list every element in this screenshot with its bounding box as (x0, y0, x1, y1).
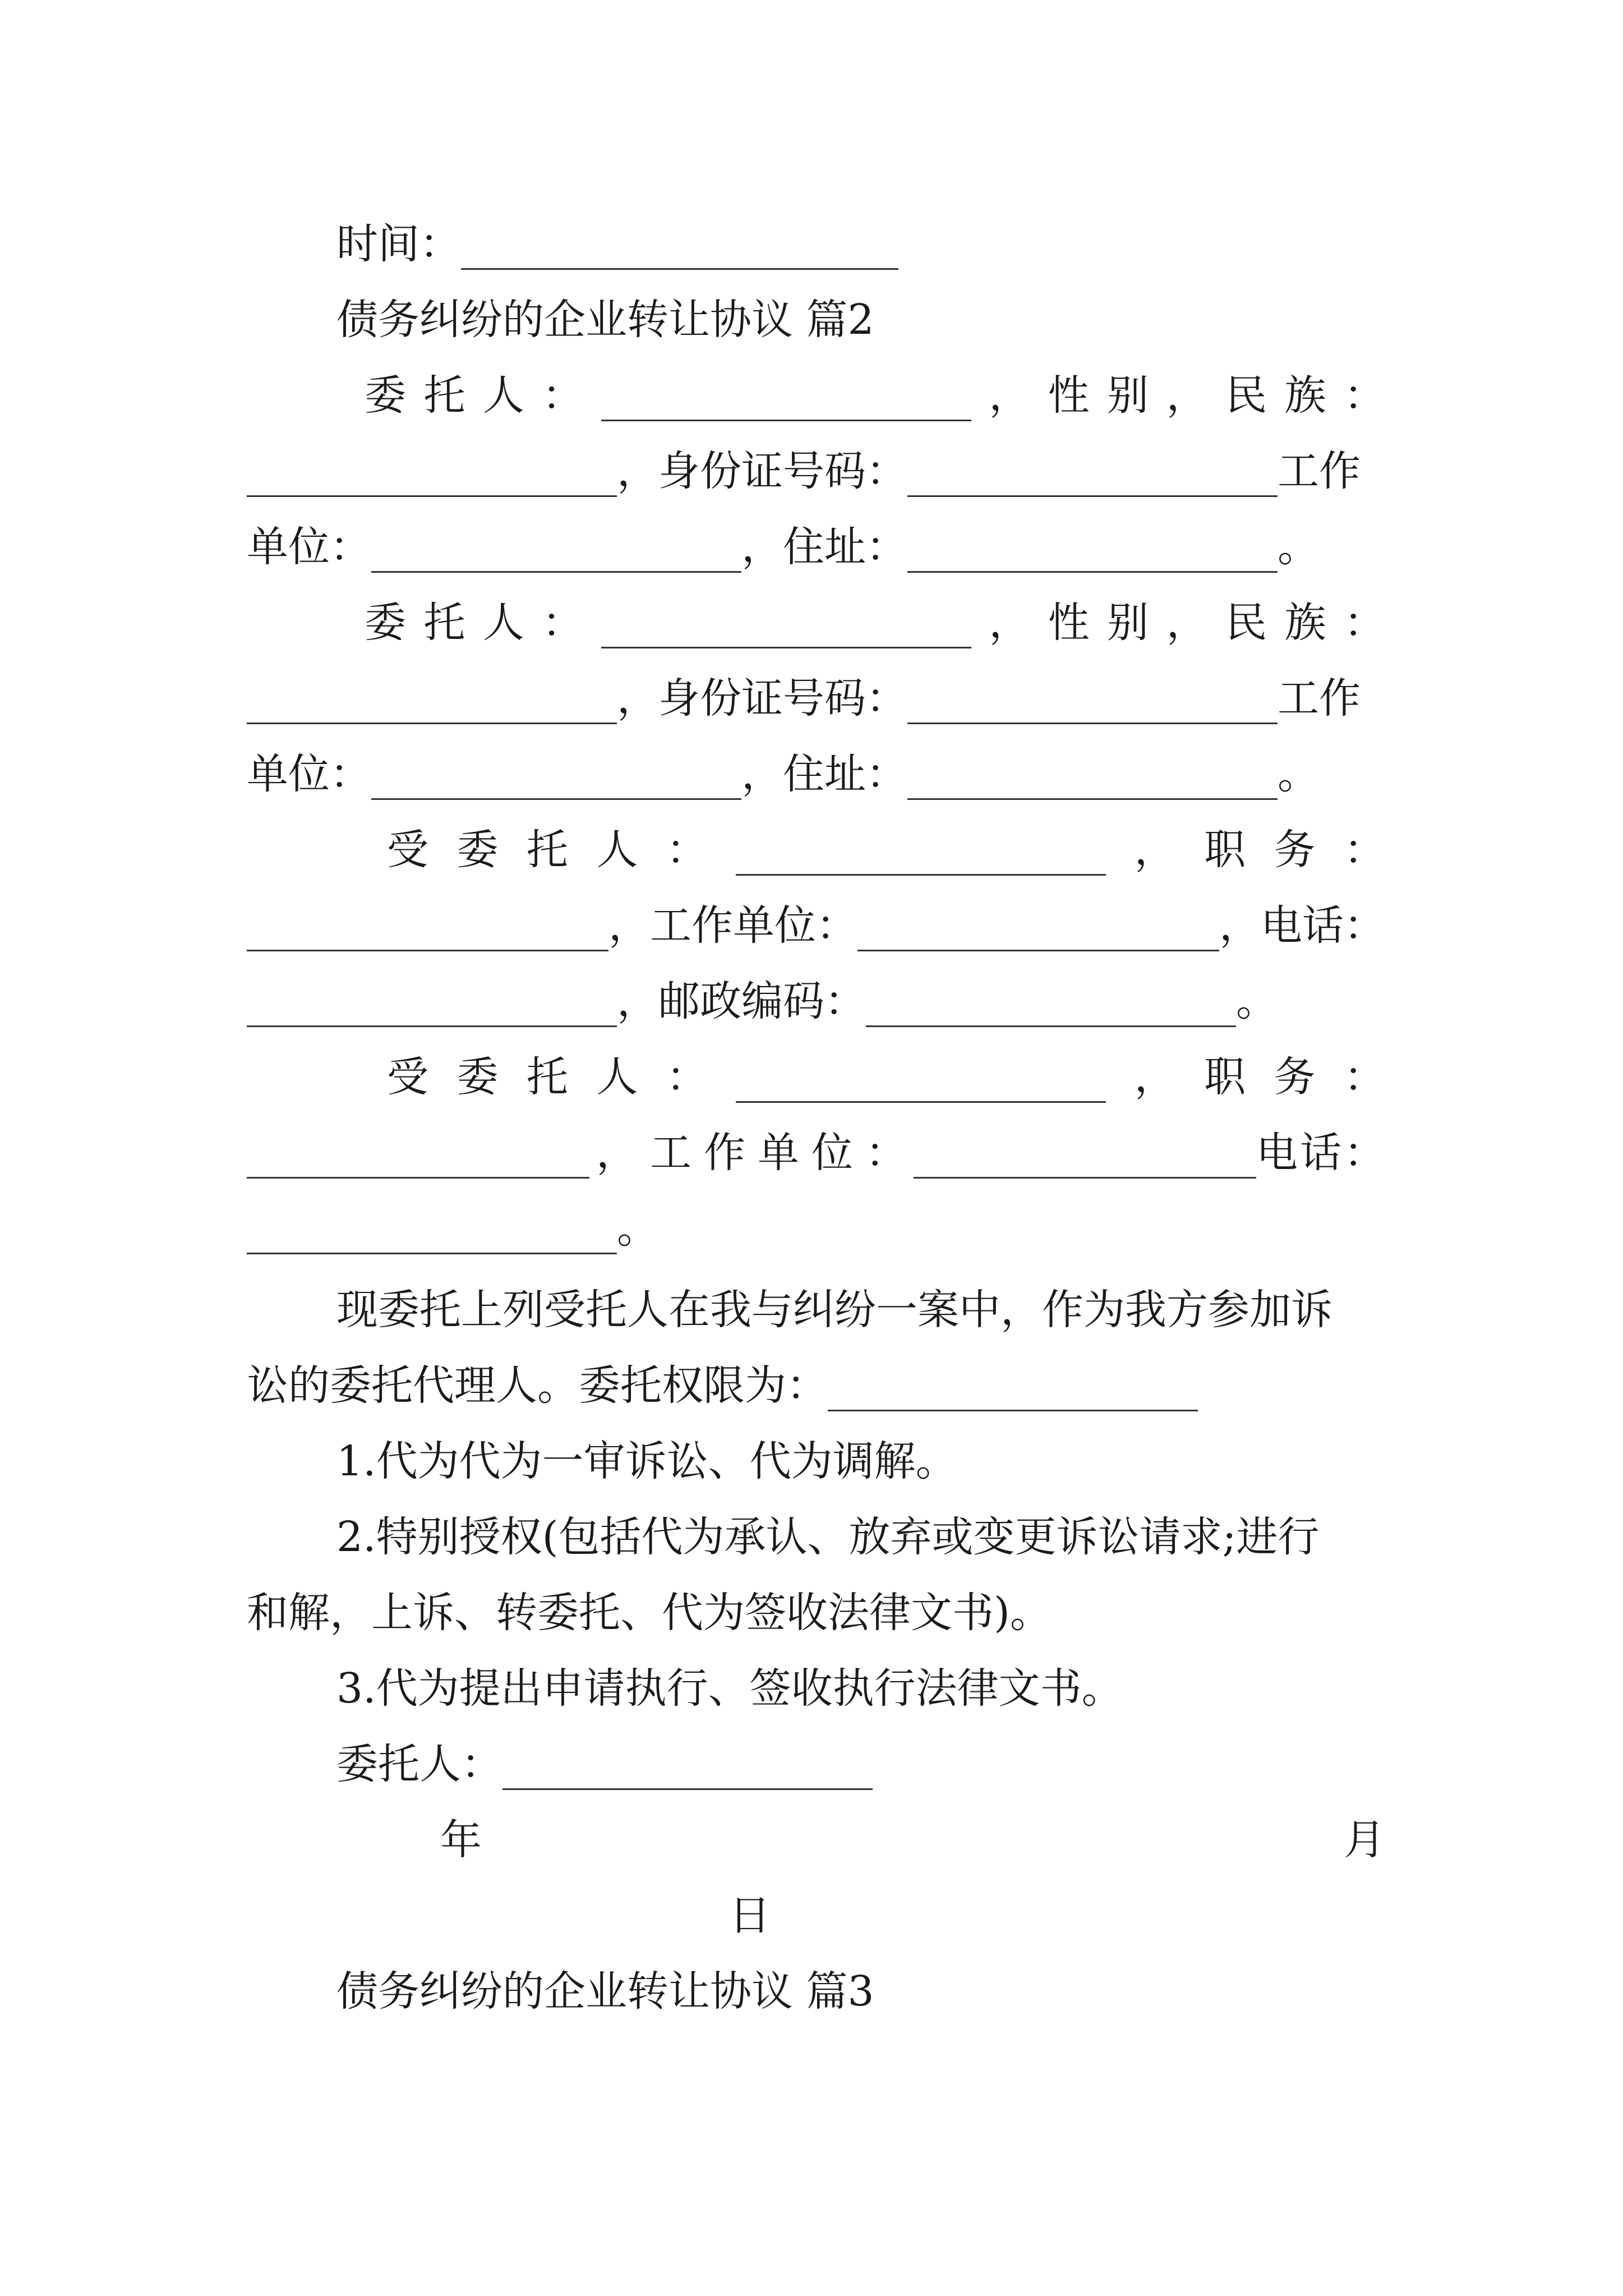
comma: ， (989, 599, 1031, 647)
ethnic-blank (247, 462, 617, 497)
signer-line (247, 1731, 1385, 1798)
work-unit-label: 单位： (247, 523, 371, 571)
gender-label-char: ， (1166, 599, 1208, 647)
principal-label-char: 托 (423, 371, 465, 420)
agent-label-char: 受 (387, 826, 428, 874)
item-text: 和解，上诉、转委托、代为签收法律文书)。 (247, 1589, 1052, 1637)
agent-label-char: 受 (387, 1053, 428, 1101)
agent-label-char: 托 (526, 826, 568, 874)
principal-label-char: 托 (423, 599, 465, 647)
agent-label-char: ： (666, 826, 708, 874)
work-unit-blank (371, 765, 741, 800)
ethnic-label-char: 民 (1225, 599, 1267, 647)
principal-2-line (247, 589, 1385, 656)
period: 。 (1278, 523, 1319, 571)
principal-2-address-line (247, 740, 1385, 808)
signer-label: 委托人： (336, 1740, 502, 1788)
label-char: 作 (704, 1129, 745, 1177)
gender-label-char: 别 (1107, 371, 1149, 420)
year-label: 年 (440, 1816, 482, 1864)
day-label: 日 (729, 1892, 771, 1940)
work-unit-label (596, 1119, 907, 1186)
ethnic-label-char: ： (1343, 599, 1385, 647)
agent-2-line (247, 1043, 1385, 1111)
duty-label-char: 务 (1274, 826, 1316, 874)
ethnic-label-char: ： (1343, 371, 1385, 420)
principal-label-char: 委 (365, 599, 406, 647)
work-unit-label: ，工作单位： (608, 901, 857, 950)
section-heading-2 (247, 286, 1385, 353)
item-1 (247, 1428, 1385, 1495)
phone-label: ，电话： (1219, 901, 1385, 950)
agent-label-char: 托 (526, 1053, 568, 1101)
agent-label-char: 人 (596, 1053, 638, 1101)
label-char: ， (596, 1129, 638, 1177)
gender-label-char: 性 (1048, 371, 1090, 420)
heading-text: 债务纠纷的企业转让协议 篇2 (336, 296, 874, 344)
gender-label-char: ， (1166, 371, 1208, 420)
agent-name-blank (736, 1068, 1106, 1103)
label-char: ： (865, 1129, 907, 1177)
paragraph-text: 现委托上列受托人在我与纠纷一案中，作为我方参加诉 (336, 1286, 1332, 1334)
period: 。 (1236, 977, 1278, 1025)
duty-label-char: ： (1343, 826, 1385, 874)
comma: ， (1134, 826, 1176, 874)
duty-blank (247, 916, 608, 951)
item-text: 2.特别授权(包括代为承认、放弃或变更诉讼请求;进行 (336, 1513, 1320, 1561)
agent-1-line (247, 816, 1385, 884)
work-label-part: 工作 (1278, 674, 1361, 723)
ethnic-label-char: 族 (1284, 371, 1326, 420)
item-text: 1.代为代为一审诉讼、代为调解。 (336, 1437, 957, 1485)
principal-1-id-line (247, 438, 1385, 505)
address-label: ，住址： (741, 523, 907, 571)
ethnic-label-char: 族 (1284, 599, 1326, 647)
label-char: 位 (811, 1129, 853, 1177)
phone-label (1256, 1119, 1385, 1186)
period: 。 (617, 1204, 658, 1253)
paragraph-text: 讼的委托代理人。委托权限为： (247, 1361, 828, 1410)
principal-label-char: 人 (482, 371, 524, 420)
authorization-paragraph-line-2 (247, 1352, 1385, 1419)
authorization-paragraph-line-1 (247, 1276, 1385, 1343)
work-unit-label: 单位： (247, 750, 371, 798)
principal-2-id-line (247, 665, 1385, 732)
gender-label-char: 别 (1107, 599, 1149, 647)
day-line (247, 1882, 1385, 1949)
period: 。 (1278, 750, 1319, 798)
ethnic-label-char: 民 (1225, 371, 1267, 420)
postcode-label: ，邮政编码： (617, 977, 866, 1025)
id-number-label: ，身份证号码： (617, 447, 907, 495)
principal-label-char: ： (542, 599, 584, 647)
agent-2-unit-line (247, 1119, 1385, 1186)
agent-label-char: 委 (457, 1053, 499, 1101)
comma: ， (1134, 1053, 1176, 1101)
duty-blank (247, 1143, 589, 1179)
label-char: 话 (1300, 1129, 1341, 1177)
work-label-part: 工作 (1278, 447, 1361, 495)
section-heading-3 (247, 1958, 1385, 2025)
agent-2-phone-line (247, 1195, 1385, 1262)
item-text: 3.代为提出申请执行、签收执行法律文书。 (336, 1664, 1123, 1713)
work-unit-blank (371, 537, 741, 573)
label-char: ： (1344, 1129, 1385, 1177)
signer-blank (502, 1755, 873, 1790)
agent-label-char: ： (666, 1053, 708, 1101)
id-number-blank (907, 689, 1278, 724)
label-char: 单 (758, 1129, 799, 1177)
duty-label-char: ： (1343, 1053, 1385, 1101)
phone-blank (247, 992, 617, 1027)
label-char: 电 (1256, 1129, 1298, 1177)
comma: ， (989, 371, 1031, 420)
agent-1-post-line (247, 968, 1385, 1035)
ethnic-blank (247, 689, 617, 724)
address-blank (907, 765, 1278, 800)
agent-name-blank (736, 840, 1106, 876)
id-number-blank (907, 462, 1278, 497)
agent-label-char: 人 (596, 826, 638, 874)
date-line (247, 1806, 1385, 1874)
heading-text: 债务纠纷的企业转让协议 篇3 (336, 1967, 874, 2016)
gender-label-char: 性 (1048, 599, 1090, 647)
duty-label-char: 职 (1204, 1053, 1246, 1101)
principal-label-char: 委 (365, 371, 406, 420)
item-2-line-2 (247, 1579, 1385, 1646)
principal-label-char: 人 (482, 599, 524, 647)
duty-label-char: 职 (1204, 826, 1246, 874)
time-label: 时间： (336, 220, 461, 268)
work-unit-blank (914, 1143, 1256, 1179)
address-label: ，住址： (741, 750, 907, 798)
duty-label-char: 务 (1274, 1053, 1316, 1101)
principal-name-blank (601, 386, 971, 421)
item-2-line-1 (247, 1503, 1385, 1571)
principal-1-address-line (247, 513, 1385, 581)
month-label: 月 (1344, 1816, 1385, 1864)
postcode-blank (866, 992, 1236, 1027)
principal-name-blank (601, 613, 971, 648)
work-unit-blank (857, 916, 1219, 951)
label-char: 工 (650, 1129, 691, 1177)
principal-1-line (247, 362, 1385, 429)
address-blank (907, 537, 1278, 573)
phone-blank (247, 1219, 617, 1254)
item-3 (247, 1655, 1385, 1722)
agent-1-unit-line (247, 892, 1385, 959)
agent-label-char: 委 (457, 826, 499, 874)
id-number-label: ，身份证号码： (617, 674, 907, 723)
principal-label-char: ： (542, 371, 584, 420)
time-line (247, 210, 1385, 278)
authority-scope-blank (828, 1376, 1198, 1411)
time-blank (461, 234, 898, 270)
